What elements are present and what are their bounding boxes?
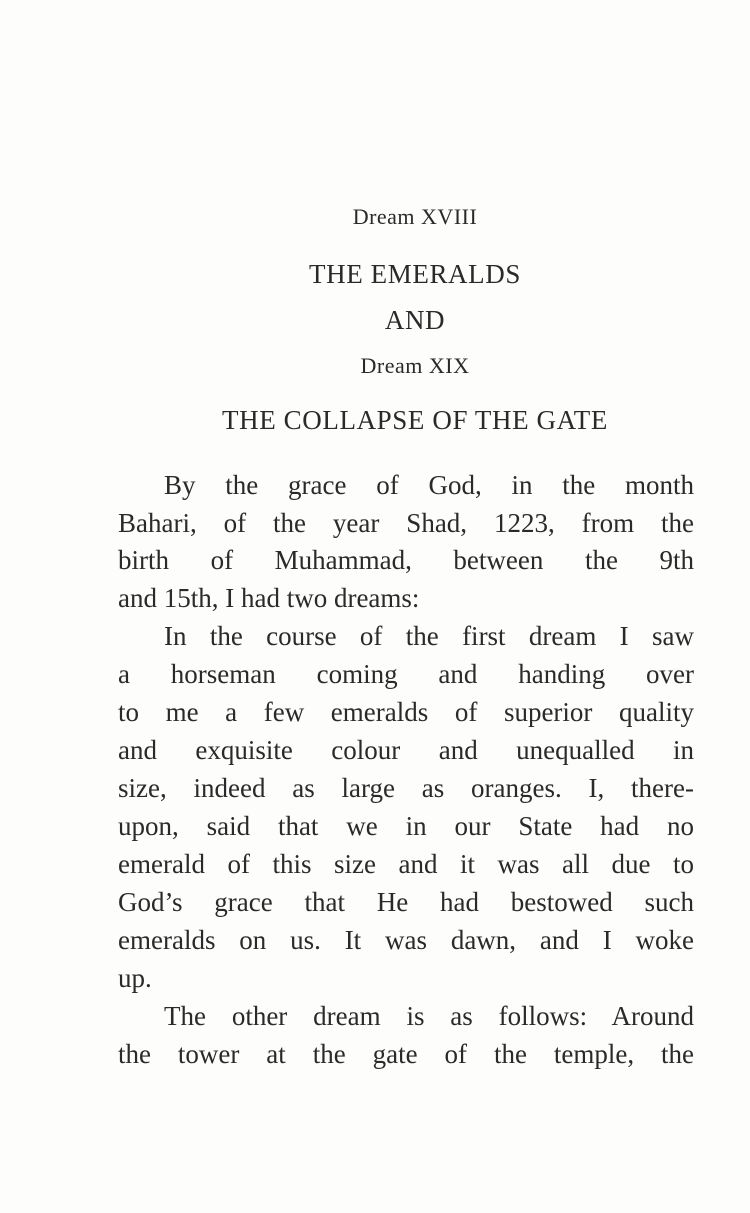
dream-number-first: Dream XVIII: [352, 204, 478, 229]
paragraph-line: The other dream is as follows: Around: [164, 1001, 694, 1031]
title-conjunction: AND: [384, 305, 446, 335]
chapter-title-second: THE COLLAPSE OF THE GATE: [222, 405, 608, 435]
dream-number-second: Dream XIX: [360, 353, 470, 378]
paragraph-line: a horseman coming and handing over: [118, 659, 694, 689]
paragraph-line: the tower at the gate of the temple, the: [118, 1039, 694, 1069]
paragraph-line: Bahari, of the year Shad, 1223, from the: [118, 508, 694, 538]
paragraph-line: By the grace of God, in the month: [164, 470, 694, 500]
paragraph-line: In the course of the first dream I saw: [164, 621, 694, 651]
paragraph-line: up.: [118, 963, 152, 993]
paragraph-line: to me a few emeralds of superior quality: [118, 697, 694, 727]
paragraph-line: and 15th, I had two dreams:: [118, 583, 420, 613]
paragraph-line: emerald of this size and it was all due to: [118, 849, 694, 879]
paragraph-line: and exquisite colour and unequalled in: [118, 735, 694, 765]
paragraph-line: upon, said that we in our State had no: [118, 811, 694, 841]
paragraph-line: size, indeed as large as oranges. I, there-: [118, 773, 694, 803]
paragraph-line: emeralds on us. It was dawn, and I woke: [118, 925, 694, 955]
paragraph-line: birth of Muhammad, between the 9th: [118, 545, 694, 575]
paragraph-line: God’s grace that He had bestowed such: [118, 887, 694, 917]
chapter-title-first: THE EMERALDS: [309, 259, 521, 289]
